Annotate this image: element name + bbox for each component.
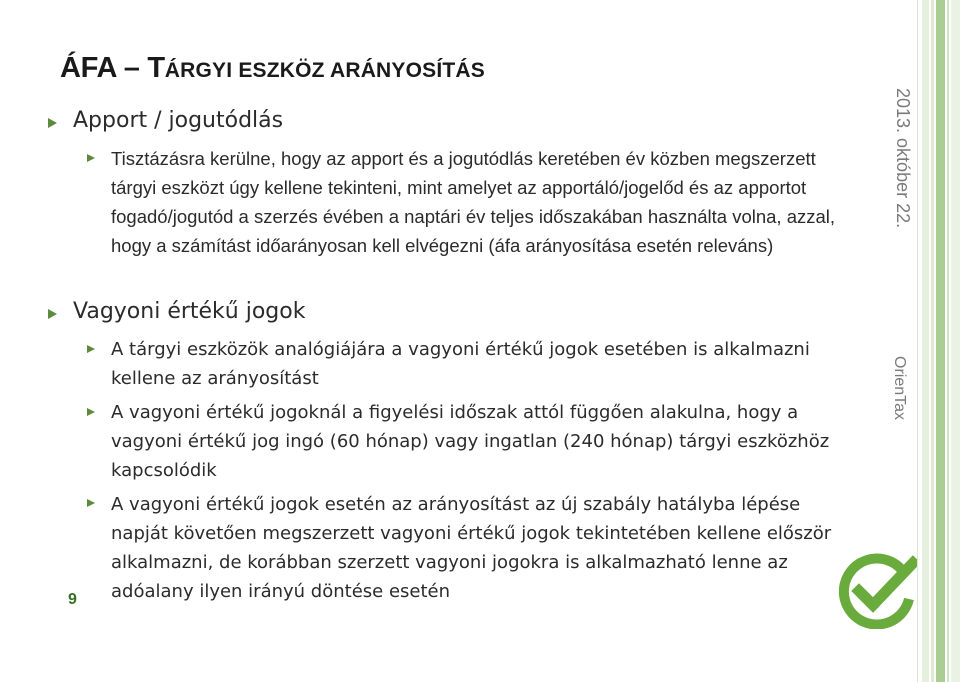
decorative-stripe — [922, 0, 929, 682]
bullet-text: A vagyoni értékű jogok esetén az arányosítást az új szabály hatályba lépése napját követően megszerzett vagyoni értékű jogok tekintetében kellene először alkalmazni, de korábban szerzett vagyoni jogokra is alkalmazható lenne az adóalany ilyen irányú döntése esetén — [111, 494, 832, 602]
decorative-stripe — [947, 0, 949, 682]
bullet-arrow-icon — [87, 408, 95, 416]
bullet-text: A vagyoni értékű jogoknál a figyelési időszak attól függően alakulna, hogy a vagyoni értékű jog ingó (60 hónap) vagy ingatlan (240 hónap) tárgyi eszközhöz kapcsolódik — [111, 402, 830, 481]
decorative-stripe — [951, 0, 960, 682]
decorative-stripe — [936, 0, 945, 682]
decorative-stripe — [917, 0, 918, 682]
decorative-stripe — [931, 0, 934, 682]
bullet-arrow-icon — [87, 499, 95, 507]
title-part: – — [116, 52, 148, 84]
bullet-arrow-icon — [87, 154, 95, 162]
bullet-text: A tárgyi eszközök analógiájára a vagyoni értékű jogok esetében is alkalmazni kellene az arányosítást — [111, 339, 810, 389]
bullet-arrow-icon — [48, 309, 57, 319]
section-heading: Apport / jogutódlás — [73, 108, 284, 133]
slide-title — [60, 52, 485, 85]
title-part: ÁRGYI ESZKÖZ ARÁNYOSÍTÁS — [164, 59, 486, 82]
green-checkmark-circle-icon — [839, 553, 917, 629]
bullet-arrow-icon — [87, 345, 95, 353]
title-part: ÁFA — [60, 52, 117, 84]
title-part: T — [147, 52, 165, 84]
bullet-text: Tisztázásra kerülne, hogy az apport és a jogutódlás keretében év közben megszerzett tárgyi eszközt úgy kellene tekinteni, mint amelyet az apportáló/jogelőd és az apportot fogadó/jogutód a szerzés évében a naptári év teljes időszakában használta volna, azzal, hogy a számítást időarányosan kell elvégezni (áfa arányosítása esetén releváns) — [111, 148, 836, 256]
date-label: 2013. október 22. — [893, 88, 913, 229]
brand-label: OrienTax — [891, 356, 908, 421]
page-number: 9 — [68, 591, 77, 608]
bullet-arrow-icon — [48, 118, 57, 128]
section-heading: Vagyoni értékű jogok — [73, 299, 306, 324]
